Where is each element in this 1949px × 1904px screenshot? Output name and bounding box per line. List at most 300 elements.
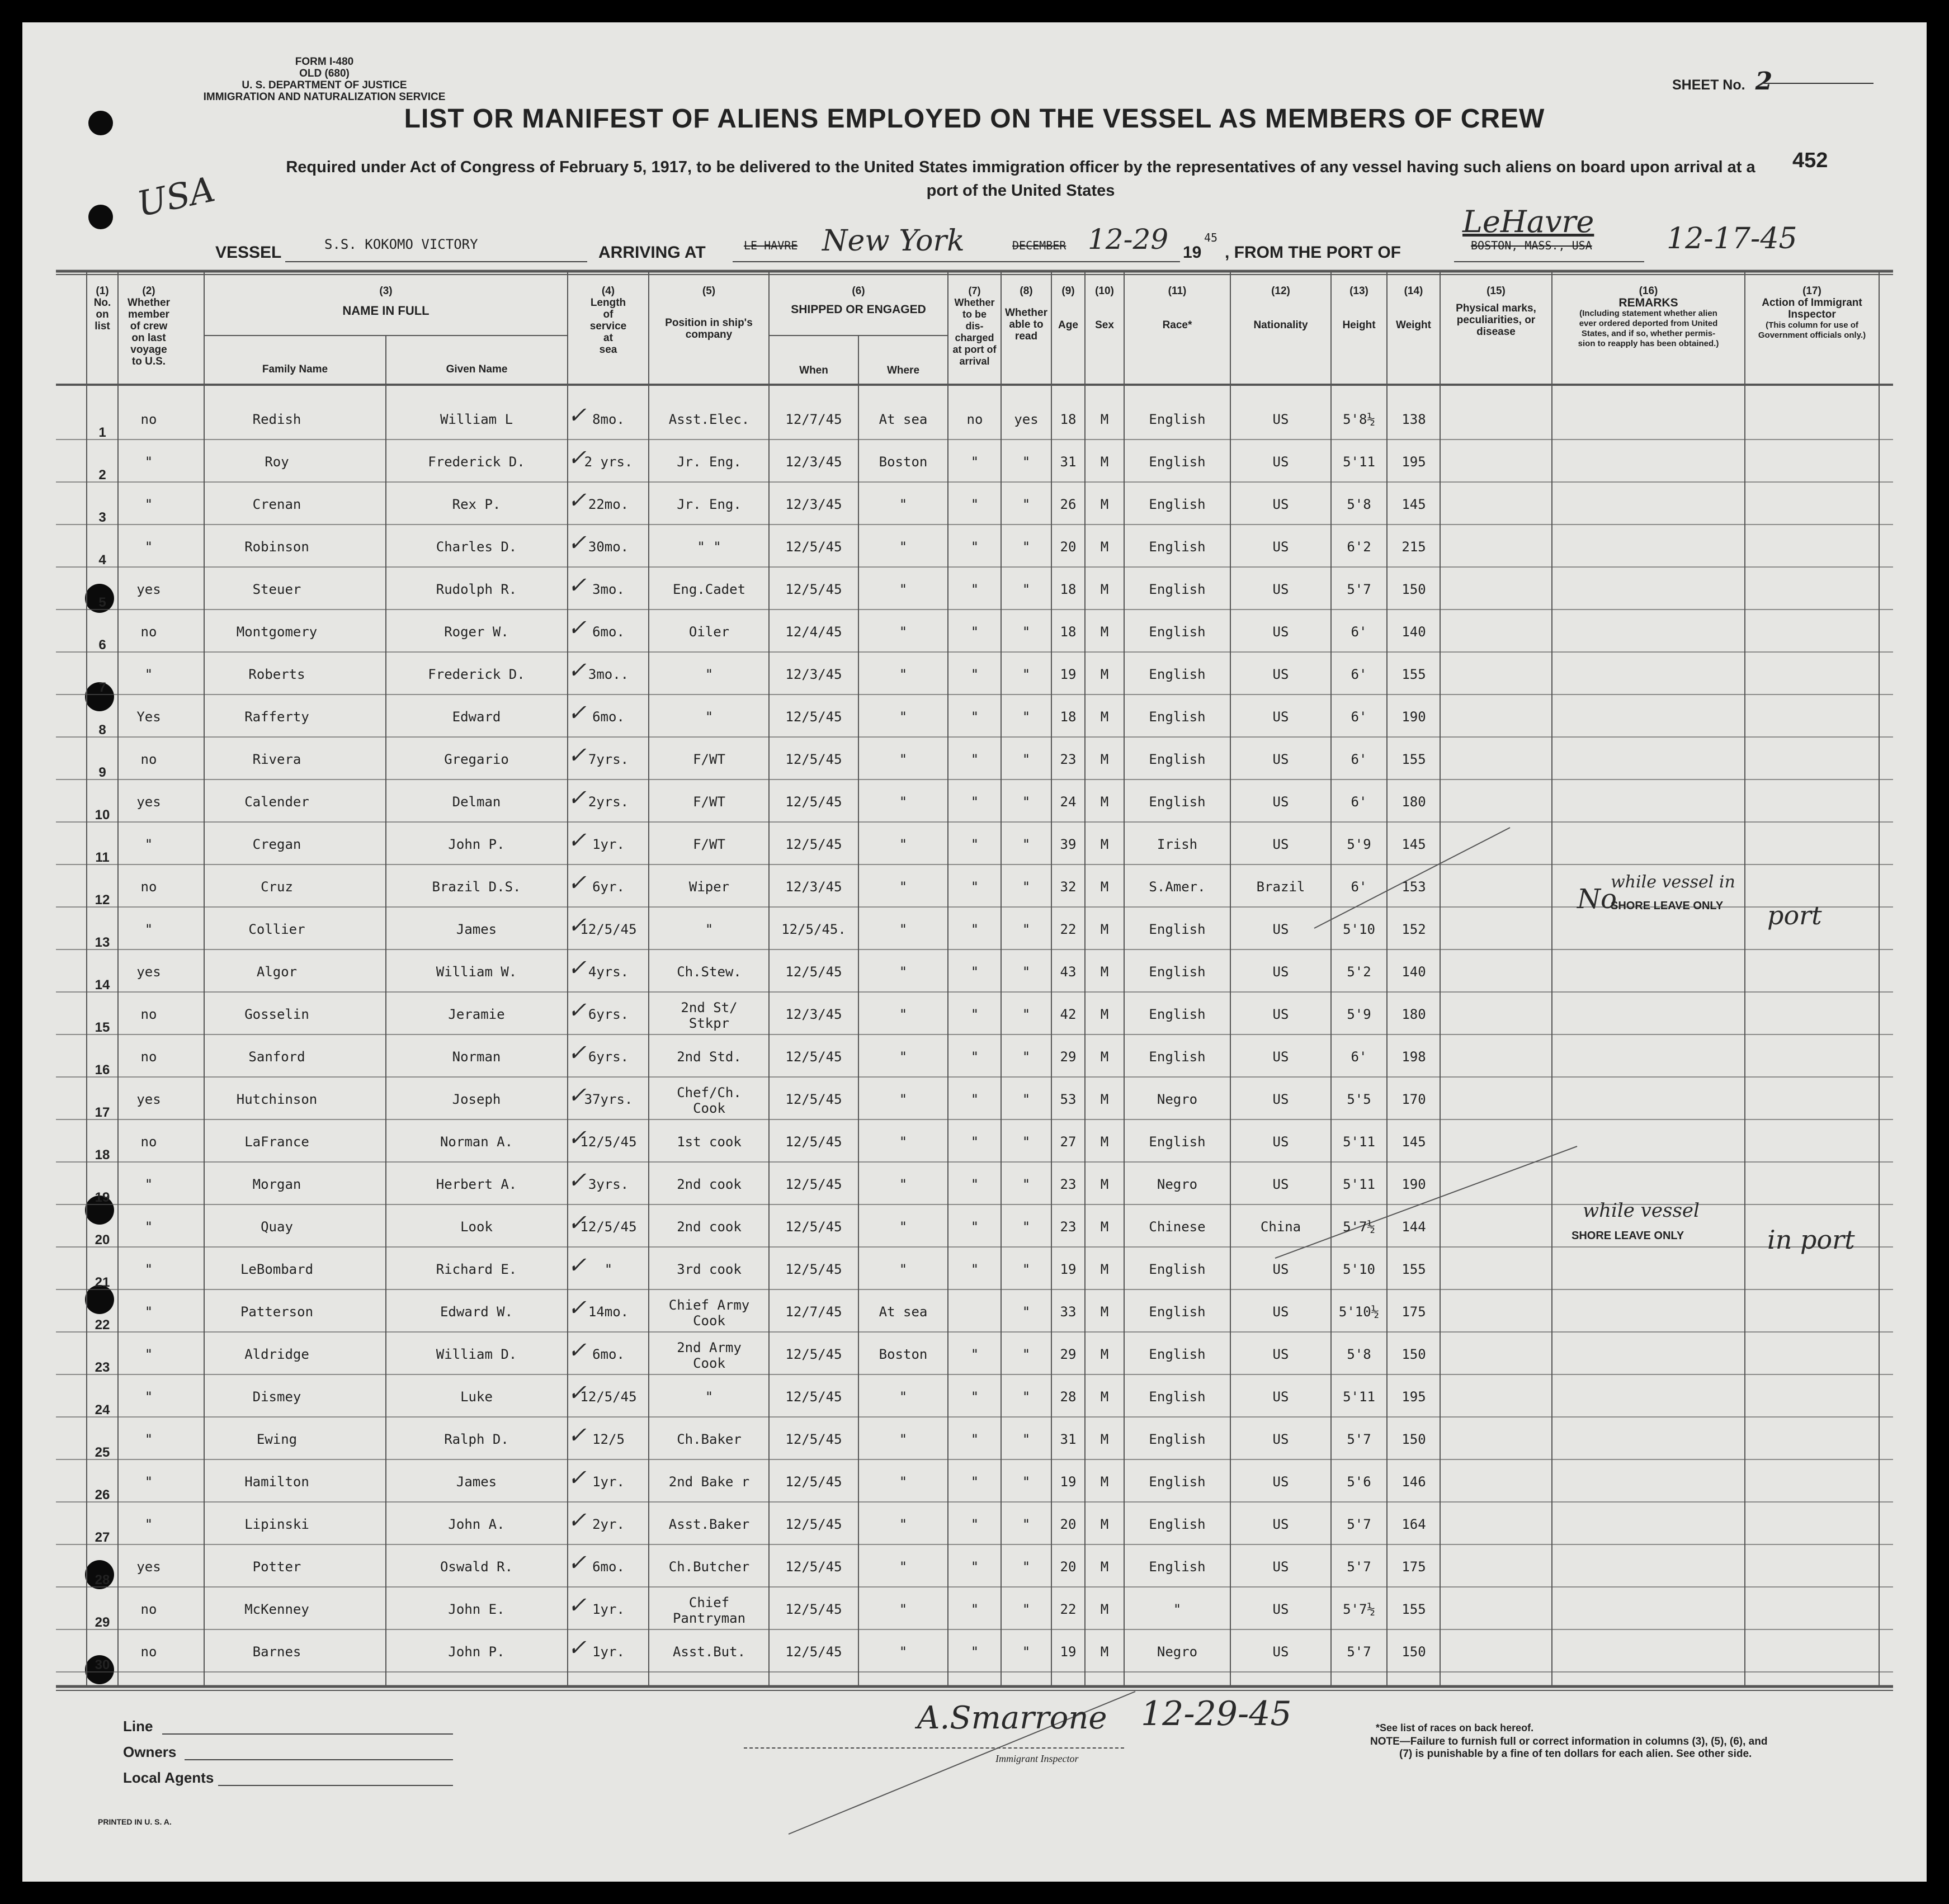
cell-position: 1st cook — [677, 1134, 742, 1150]
cell-service: 22mo. — [588, 497, 629, 512]
cell-position: Ch.Stew. — [677, 964, 742, 980]
row-number: 1 — [98, 425, 106, 440]
col6-header-number: (6) — [852, 285, 865, 297]
cell-position-line2: Pantryman — [672, 1610, 746, 1626]
cell-discharged: " — [970, 709, 979, 725]
arriving-label: ARRIVING AT — [598, 243, 706, 262]
cell-prev: no — [140, 624, 157, 640]
col7-header: (7) Whether to be dis- charged at port of arrival — [952, 285, 997, 367]
cell-read: " — [1022, 497, 1031, 512]
cell-race: English — [1149, 1389, 1206, 1405]
cell-where: " — [899, 1601, 908, 1617]
cell-age: 31 — [1060, 1431, 1077, 1447]
cell-service: 12/5/45 — [580, 922, 637, 937]
cell-family: Potter — [252, 1559, 301, 1575]
subtitle-line-1: Required under Act of Congress of February 5, 1917, to be delivered to the United States immigration officer by the representatives of any vessel having such aliens on board upon arrival at a — [286, 158, 1755, 176]
cell-age: 29 — [1060, 1049, 1077, 1065]
departure-date: 12-17-45 — [1667, 222, 1797, 256]
inspector-signature: A.Smarrone — [917, 1700, 1107, 1736]
cell-position: Chief — [688, 1595, 730, 1610]
cell-race: English — [1149, 1431, 1206, 1447]
cell-where: " — [899, 879, 908, 895]
cell-height: 6' — [1351, 879, 1367, 895]
cell-position: " — [705, 709, 714, 725]
cell-sex: M — [1100, 1644, 1109, 1660]
cell-weight: 190 — [1401, 709, 1426, 725]
cell-read: " — [1022, 1644, 1031, 1660]
cell-position: Jr. Eng. — [677, 497, 742, 512]
cell-race: English — [1149, 922, 1206, 937]
cell-nationality: US — [1272, 454, 1289, 470]
cell-given: Roger W. — [444, 624, 509, 640]
race-footnote: *See list of races on back hereof. — [1376, 1722, 1534, 1733]
cell-prev: " — [144, 1516, 153, 1532]
cell-weight: 146 — [1401, 1474, 1426, 1490]
cell-age: 24 — [1060, 794, 1077, 810]
cell-race: English — [1149, 582, 1206, 597]
cell-where: " — [899, 1092, 908, 1107]
cell-prev: " — [144, 454, 153, 470]
col3-header-number: (3) — [379, 285, 393, 297]
cell-discharged: " — [970, 1516, 979, 1532]
printed-in-usa: PRINTED IN U. S. A. — [98, 1817, 172, 1826]
cell-where: " — [899, 1559, 908, 1575]
check-mark-icon: ✓ — [568, 1635, 587, 1661]
cell-prev: " — [144, 922, 153, 937]
cell-service: 4yrs. — [588, 964, 629, 980]
cell-when: 12/3/45 — [785, 497, 842, 512]
cell-height: 5'8 — [1347, 1346, 1371, 1362]
check-mark-icon: ✓ — [568, 658, 587, 683]
cell-service: 7yrs. — [588, 752, 629, 767]
check-mark-icon: ✓ — [568, 1253, 587, 1278]
sheet-label: SHEET No. — [1672, 77, 1745, 93]
cell-discharged: " — [970, 1431, 979, 1447]
cell-nationality: US — [1272, 922, 1289, 937]
cell-position: Chief Army — [668, 1297, 750, 1313]
cell-position: Asst.But. — [672, 1644, 746, 1660]
cell-service: 37yrs. — [584, 1092, 633, 1107]
cell-where: " — [899, 837, 908, 852]
cell-age: 32 — [1060, 879, 1077, 895]
cell-sex: M — [1100, 709, 1109, 725]
cell-family: Lipinski — [244, 1516, 309, 1532]
cell-given: Herbert A. — [436, 1177, 517, 1192]
cell-weight: 175 — [1401, 1304, 1426, 1320]
from-port-label: , FROM THE PORT OF — [1225, 243, 1401, 262]
cell-prev: no — [140, 879, 157, 895]
cell-read: " — [1022, 1346, 1031, 1362]
cell-service: 6mo. — [592, 709, 625, 725]
col6-header-title: SHIPPED OR ENGAGED — [791, 303, 926, 316]
cell-height: 5'7 — [1347, 1559, 1371, 1575]
cell-nationality: US — [1272, 964, 1289, 980]
check-mark-icon: ✓ — [568, 1295, 587, 1321]
cell-race: English — [1149, 1134, 1206, 1150]
year-suffix: 45 — [1204, 231, 1218, 244]
cell-family: LeBombard — [240, 1262, 314, 1277]
cell-family: Robinson — [244, 539, 309, 555]
cell-family: Algor — [256, 964, 298, 980]
cell-sex: M — [1100, 794, 1109, 810]
cell-race: English — [1149, 752, 1206, 767]
cell-when: 12/5/45 — [785, 1219, 842, 1235]
cell-height: 6' — [1351, 624, 1367, 640]
cell-race: English — [1149, 1304, 1206, 1320]
vessel-label: VESSEL — [215, 243, 282, 262]
cell-family: Calender — [244, 794, 309, 810]
cell-where: " — [899, 922, 908, 937]
cell-read: " — [1022, 709, 1031, 725]
cell-weight: 145 — [1401, 837, 1426, 852]
cell-family: Cregan — [252, 837, 301, 852]
col1-header: (1) No. on list — [93, 285, 111, 332]
cell-height: 5'10 — [1343, 922, 1375, 937]
cell-weight: 153 — [1401, 879, 1426, 895]
cell-where: " — [899, 497, 908, 512]
cell-service: 1yr. — [592, 1644, 625, 1660]
check-mark-icon: ✓ — [568, 1380, 587, 1406]
cell-prev: yes — [136, 964, 161, 980]
cell-position: " — [705, 922, 714, 937]
cell-service: 1yr. — [592, 1474, 625, 1490]
row-number: 10 — [95, 807, 110, 823]
cell-nationality: US — [1272, 624, 1289, 640]
cell-race: English — [1149, 412, 1206, 427]
cell-sex: M — [1100, 1389, 1109, 1405]
cell-service: 3mo. — [592, 582, 625, 597]
cell-height: 5'7½ — [1343, 1219, 1375, 1235]
line-label: Line — [123, 1718, 153, 1735]
cell-weight: 152 — [1401, 922, 1426, 937]
cell-family: Cruz — [261, 879, 293, 895]
cell-position: Asst.Elec. — [668, 412, 750, 427]
cell-where: " — [899, 1516, 908, 1532]
cell-service: 14mo. — [588, 1304, 629, 1320]
col2-header: (2) Whether member of crew on last voyage to U.S. — [128, 285, 170, 367]
cell-service: 6mo. — [592, 624, 625, 640]
cell-height: 6' — [1351, 667, 1367, 682]
cell-height: 5'7 — [1347, 582, 1371, 597]
cell-weight: 145 — [1401, 1134, 1426, 1150]
page-number: 452 — [1792, 149, 1828, 172]
cell-race: English — [1149, 667, 1206, 682]
cell-height: 5'11 — [1343, 454, 1375, 470]
cell-discharged: " — [970, 1134, 979, 1150]
cell-prev: no — [140, 1007, 157, 1022]
row-number: 4 — [98, 552, 106, 568]
cell-race: English — [1149, 794, 1206, 810]
cell-when: 12/5/45 — [785, 1644, 842, 1660]
cell-given: Delman — [452, 794, 501, 810]
cell-family: Steuer — [252, 582, 301, 597]
cell-nationality: US — [1272, 1516, 1289, 1532]
cell-service: 6yrs. — [588, 1007, 629, 1022]
col3-header-title: NAME IN FULL — [342, 304, 430, 318]
cell-nationality: US — [1272, 1007, 1289, 1022]
cell-prev: " — [144, 1474, 153, 1490]
cell-family: McKenney — [244, 1601, 309, 1617]
cell-where: " — [899, 582, 908, 597]
cell-height: 5'9 — [1347, 837, 1371, 852]
arriving-port: New York — [822, 224, 965, 258]
cell-nationality: US — [1272, 497, 1289, 512]
cell-when: 12/3/45 — [785, 879, 842, 895]
cell-family: Montgomery — [236, 624, 318, 640]
cell-position-line2: Cook — [693, 1100, 725, 1116]
cell-discharged: " — [970, 667, 979, 682]
cell-when: 12/5/45 — [785, 837, 842, 852]
cell-given: Edward — [452, 709, 501, 725]
port-struck: BOSTON, MASS., USA — [1471, 239, 1592, 252]
row-number: 9 — [98, 765, 106, 780]
cell-position: " — [705, 1389, 714, 1405]
cell-where: " — [899, 1389, 908, 1405]
local-agents-label: Local Agents — [123, 1769, 214, 1786]
row-number: 16 — [95, 1062, 110, 1078]
cell-family: Gosselin — [244, 1007, 309, 1022]
cell-where: " — [899, 1177, 908, 1192]
cell-age: 19 — [1060, 1644, 1077, 1660]
cell-nationality: US — [1272, 709, 1289, 725]
col14-header: (14) Weight — [1396, 285, 1431, 331]
cell-height: 5'5 — [1347, 1092, 1371, 1107]
fine-note — [1370, 1736, 1767, 1760]
check-mark-icon: ✓ — [568, 573, 587, 598]
cell-position-line2: Cook — [693, 1313, 725, 1329]
cell-height: 5'8½ — [1343, 412, 1375, 427]
row-number: 23 — [95, 1360, 110, 1375]
cell-given: Look — [460, 1219, 493, 1235]
cell-age: 23 — [1060, 752, 1077, 767]
cell-height: 5'10 — [1343, 1262, 1375, 1277]
cell-read: " — [1022, 1474, 1031, 1490]
cell-race: Irish — [1157, 837, 1198, 852]
cell-given: John E. — [448, 1601, 505, 1617]
row-number: 29 — [95, 1615, 110, 1630]
cell-height: 5'2 — [1347, 964, 1371, 980]
cell-age: 18 — [1060, 412, 1077, 427]
cell-when: 12/5/45 — [785, 1092, 842, 1107]
cell-prev: no — [140, 1049, 157, 1065]
cell-weight: 180 — [1401, 794, 1426, 810]
cell-sex: M — [1100, 1177, 1109, 1192]
cell-sex: M — [1100, 667, 1109, 682]
cell-discharged: " — [970, 922, 979, 937]
cell-given: Brazil D.S. — [432, 879, 521, 895]
cell-height: 6'2 — [1347, 539, 1371, 555]
col16-header: (16) REMARKS (Including statement whether alien ever ordered deported from United States, and if so, whether permis- sion to reapply has been obtained.) — [1578, 285, 1719, 348]
check-mark-icon: ✓ — [568, 1210, 587, 1236]
cell-nationality: US — [1272, 794, 1289, 810]
cell-weight: 138 — [1401, 412, 1426, 427]
cell-service: 6yr. — [592, 879, 625, 895]
cell-discharged: " — [970, 1644, 979, 1660]
cell-nationality: US — [1272, 1346, 1289, 1362]
cell-given: James — [456, 922, 497, 937]
inspector-label: Immigrant Inspector — [995, 1753, 1079, 1764]
margin-mark: USA — [133, 168, 219, 225]
remark-1-handwritten: No — [1577, 884, 1617, 915]
cell-given: Frederick D. — [428, 667, 525, 682]
cell-nationality: US — [1272, 539, 1289, 555]
cell-weight: 195 — [1401, 454, 1426, 470]
cell-prev: " — [144, 667, 153, 682]
cell-height: 6' — [1351, 709, 1367, 725]
cell-discharged: " — [970, 497, 979, 512]
cell-when: 12/5/45 — [785, 1389, 842, 1405]
cell-given: Charles D. — [436, 539, 517, 555]
cell-age: 23 — [1060, 1219, 1077, 1235]
cell-where: " — [899, 667, 908, 682]
cell-discharged: " — [970, 1474, 979, 1490]
cell-position: Jr. Eng. — [677, 454, 742, 470]
cell-service: 12/5/45 — [580, 1134, 637, 1150]
cell-height: 5'9 — [1347, 1007, 1371, 1022]
cell-position: F/WT — [693, 837, 725, 852]
cell-where: At sea — [879, 412, 928, 427]
cell-where: " — [899, 1219, 908, 1235]
cell-given: William L — [440, 412, 513, 427]
cell-family: Roy — [265, 454, 289, 470]
cell-prev: " — [144, 837, 153, 852]
cell-race: English — [1149, 1262, 1206, 1277]
cell-sex: M — [1100, 1346, 1109, 1362]
cell-position: Asst.Baker — [668, 1516, 750, 1532]
cell-discharged: " — [970, 582, 979, 597]
check-mark-icon: ✓ — [568, 1593, 587, 1618]
cell-prev: yes — [136, 1559, 161, 1575]
cell-height: 6' — [1351, 794, 1367, 810]
cell-service: 6yrs. — [588, 1049, 629, 1065]
cell-race: Chinese — [1149, 1219, 1206, 1235]
cell-race: English — [1149, 1516, 1206, 1532]
cell-age: 19 — [1060, 667, 1077, 682]
note-line-1: NOTE—Failure to furnish full or correct information in columns (3), (5), (6), and — [1370, 1736, 1768, 1747]
cell-sex: M — [1100, 1304, 1109, 1320]
cell-where: " — [899, 794, 908, 810]
cell-position: " — [705, 667, 714, 682]
line-underline — [162, 1733, 453, 1735]
cell-when: 12/5/45 — [785, 1559, 842, 1575]
cell-sex: M — [1100, 879, 1109, 895]
signature-line — [744, 1747, 1124, 1749]
cell-weight: 180 — [1401, 1007, 1426, 1022]
cell-when: 12/7/45 — [785, 1304, 842, 1320]
owners-underline — [185, 1759, 453, 1760]
cell-given: Rex P. — [452, 497, 501, 512]
cell-position: " " — [697, 539, 721, 555]
cell-family: Ewing — [256, 1431, 298, 1447]
cell-race: English — [1149, 709, 1206, 725]
cell-when: 12/5/45 — [785, 1049, 842, 1065]
cell-discharged: " — [970, 1092, 979, 1107]
row-number: 17 — [95, 1105, 110, 1120]
cell-position: Oiler — [688, 624, 730, 640]
cell-position: F/WT — [693, 794, 725, 810]
cell-nationality: US — [1272, 1389, 1289, 1405]
cell-discharged: " — [970, 794, 979, 810]
cell-discharged: " — [970, 1601, 979, 1617]
departure-port: LeHavre — [1462, 204, 1594, 239]
remark-2-handwritten-after: in port — [1767, 1225, 1855, 1255]
cell-family: Hamilton — [244, 1474, 309, 1490]
col9-header: (9) Age — [1058, 285, 1078, 331]
cell-prev: " — [144, 1346, 153, 1362]
cell-nationality: US — [1272, 1092, 1289, 1107]
cell-sex: M — [1100, 582, 1109, 597]
cell-nationality: US — [1272, 1431, 1289, 1447]
cell-sex: M — [1100, 497, 1109, 512]
cell-given: Gregario — [444, 752, 509, 767]
row-number: 25 — [95, 1445, 110, 1460]
cell-prev: yes — [136, 1092, 161, 1107]
cell-weight: 140 — [1401, 624, 1426, 640]
cell-discharged: " — [970, 539, 979, 555]
cell-age: 18 — [1060, 582, 1077, 597]
cell-position: 2nd cook — [677, 1219, 742, 1235]
cell-age: 22 — [1060, 1601, 1077, 1617]
cell-weight: 140 — [1401, 964, 1426, 980]
agents-underline — [218, 1785, 453, 1786]
check-mark-icon: ✓ — [568, 743, 587, 768]
cell-when: 12/5/45 — [785, 1262, 842, 1277]
note-line-2: (7) is punishable by a fine of ten dollars for each alien. See other side. — [1399, 1748, 1752, 1760]
cell-read: " — [1022, 1049, 1031, 1065]
cell-age: 20 — [1060, 539, 1077, 555]
cell-family: Collier — [248, 922, 305, 937]
cell-where: " — [899, 1431, 908, 1447]
col11-header: (11) Race* — [1162, 285, 1192, 331]
cell-nationality: US — [1272, 1049, 1289, 1065]
cell-position-line2: Cook — [693, 1355, 725, 1371]
row-number: 20 — [95, 1232, 110, 1248]
signature-date: 12-29-45 — [1141, 1694, 1292, 1733]
check-mark-icon: ✓ — [568, 615, 587, 641]
cell-when: 12/5/45 — [785, 1601, 842, 1617]
remark-2-text: SHORE LEAVE ONLY — [1572, 1230, 1684, 1242]
cell-nationality: US — [1272, 1262, 1289, 1277]
cell-read: yes — [1014, 412, 1039, 427]
col17-header: (17) Action of Immigrant Inspector (This column for use of Government officials only.) — [1758, 285, 1866, 340]
cell-height: 6' — [1351, 1049, 1367, 1065]
manifest-page — [22, 22, 1927, 1882]
cell-age: 33 — [1060, 1304, 1077, 1320]
cell-race: English — [1149, 1474, 1206, 1490]
check-mark-icon: ✓ — [568, 998, 587, 1023]
cell-age: 20 — [1060, 1559, 1077, 1575]
cell-read: " — [1022, 667, 1031, 682]
cell-prev: " — [144, 1262, 153, 1277]
cell-position: Wiper — [688, 879, 730, 895]
cell-service: " — [604, 1262, 613, 1277]
cell-age: 43 — [1060, 964, 1077, 980]
form-number: FORM I-480 — [295, 56, 354, 68]
cell-height: 5'11 — [1343, 1389, 1375, 1405]
check-mark-icon: ✓ — [568, 1125, 587, 1151]
cell-race: English — [1149, 539, 1206, 555]
cell-nationality: Brazil — [1256, 879, 1305, 895]
col13-header: (13) Height — [1342, 285, 1376, 331]
cell-family: Sanford — [248, 1049, 305, 1065]
cell-service: 30mo. — [588, 539, 629, 555]
cell-service: 3yrs. — [588, 1177, 629, 1192]
cell-family: Crenan — [252, 497, 301, 512]
cell-race: English — [1149, 497, 1206, 512]
cell-nationality: US — [1272, 1134, 1289, 1150]
col6-when-header: When — [799, 365, 828, 376]
cell-read: " — [1022, 1134, 1031, 1150]
